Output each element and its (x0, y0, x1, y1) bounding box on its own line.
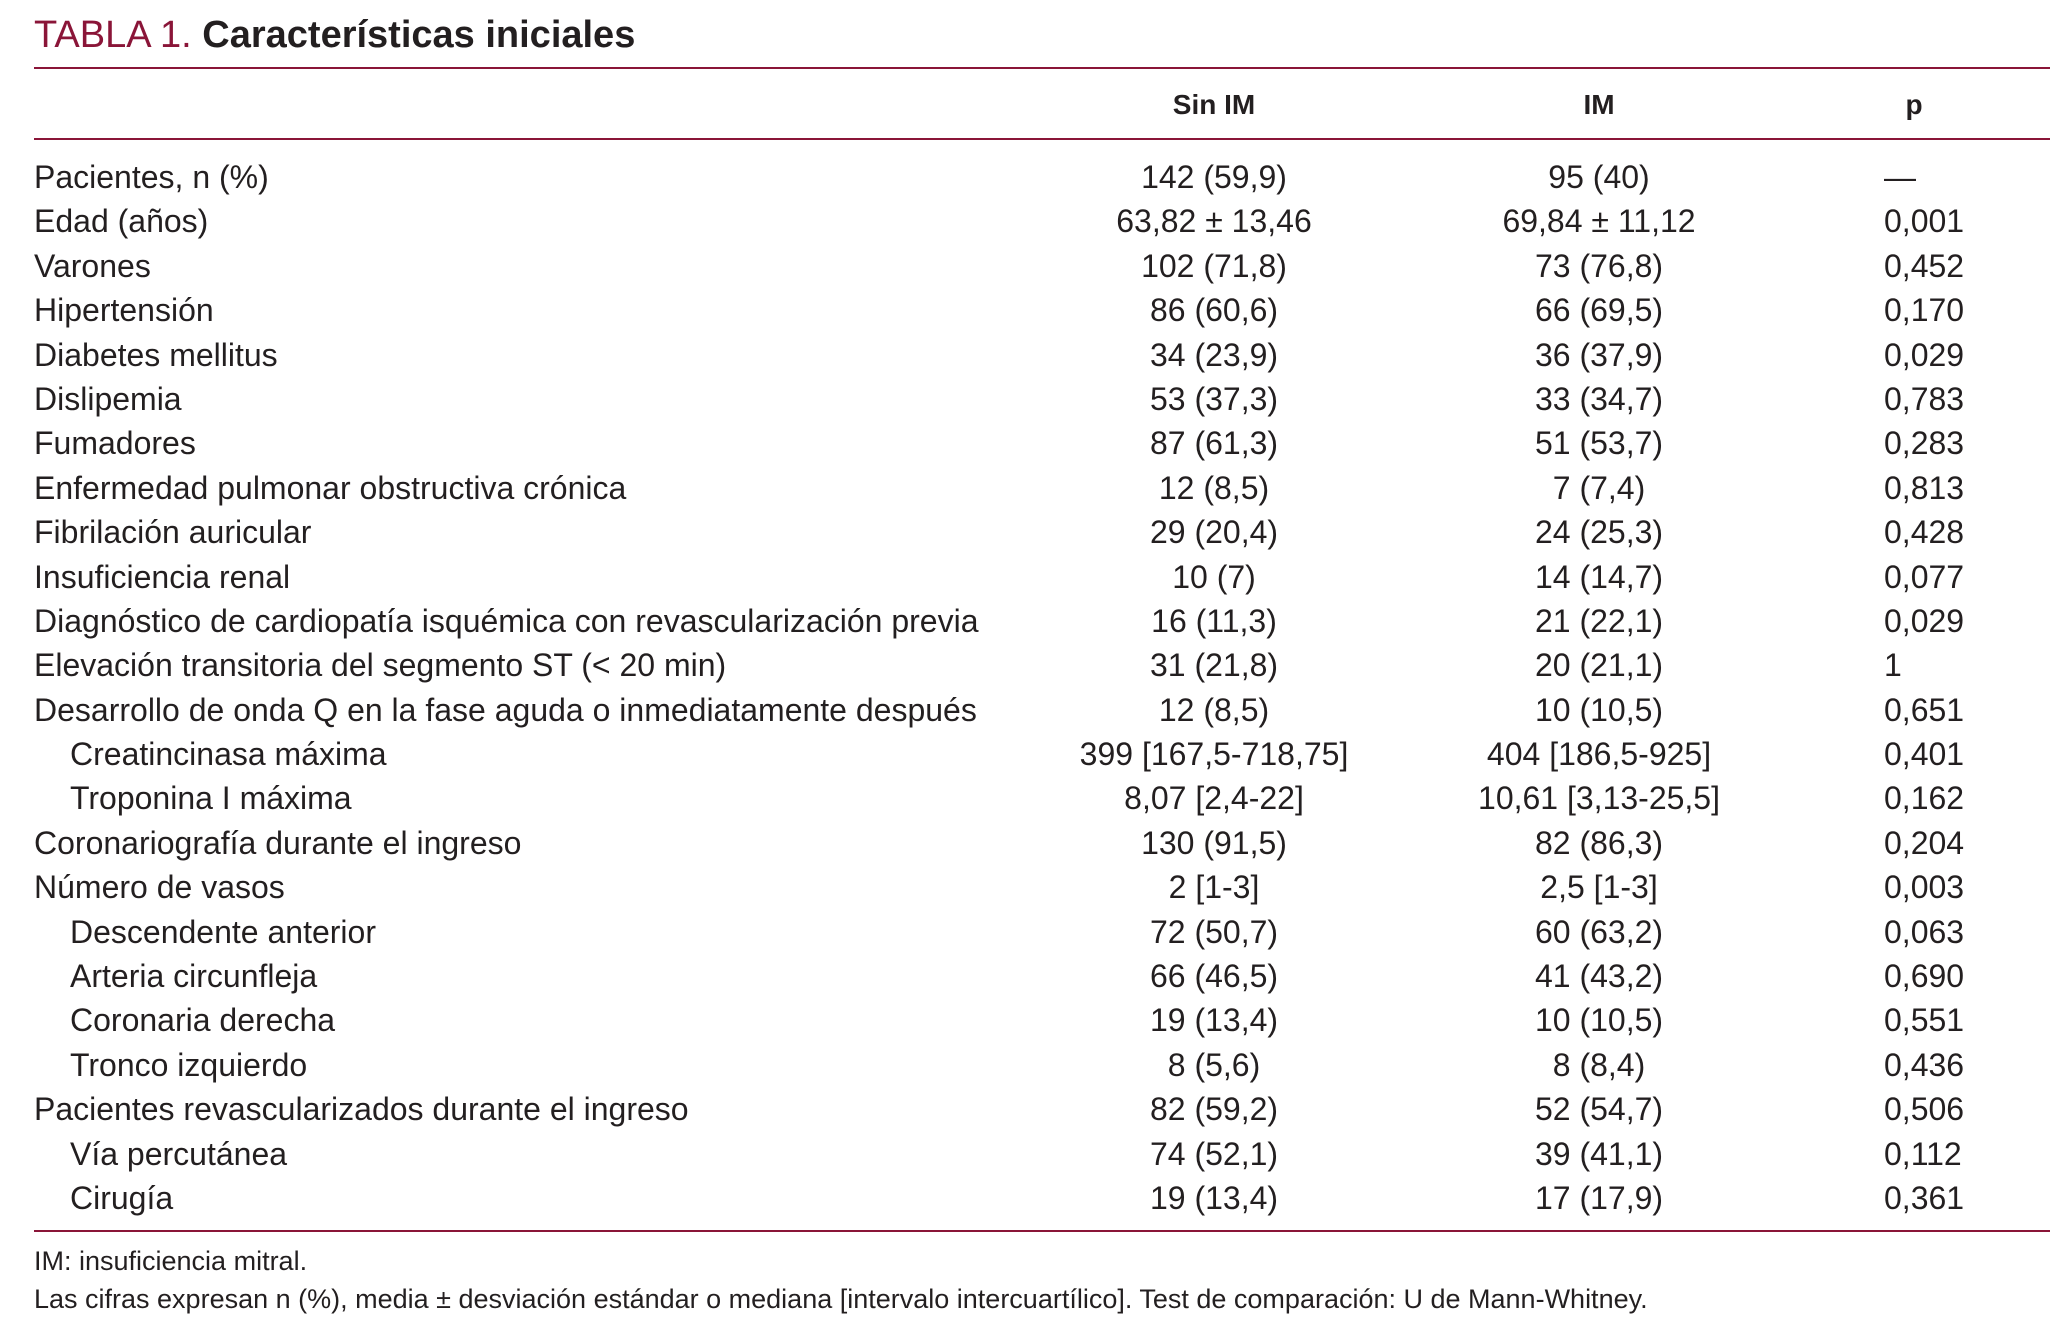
table-row (34, 910, 2050, 954)
cell-p-value: 0,428 (1884, 514, 1965, 551)
cell-sin-im: 399 [167,5-718,75] (1079, 736, 1349, 773)
table-row (34, 599, 2050, 643)
cell-p-value: 0,361 (1884, 1179, 1965, 1216)
cell-p-value: 0,651 (1884, 691, 1965, 728)
cell-im: 14 (14,7) (1534, 558, 1664, 595)
cell-im: 20 (21,1) (1534, 647, 1664, 684)
row-label: Número de vasos (34, 869, 285, 906)
top-divider (34, 67, 2050, 69)
cell-sin-im: 2 [1-3] (1168, 869, 1260, 906)
cell-im: 17 (17,9) (1534, 1179, 1664, 1216)
cell-sin-im: 102 (71,8) (1141, 247, 1287, 284)
cell-sin-im: 74 (52,1) (1149, 1135, 1279, 1172)
row-label: Desarrollo de onda Q en la fase aguda o inmediatamente después (34, 691, 977, 728)
row-label: Tronco izquierdo (70, 1046, 308, 1083)
table-row (34, 998, 2050, 1042)
cell-p-value: 0,204 (1884, 824, 1965, 861)
cell-p-value: 0,001 (1884, 203, 1965, 240)
cell-sin-im: 8,07 [2,4-22] (1124, 780, 1304, 817)
table-number-label: TABLA 1. (34, 14, 192, 56)
cell-p-value: 0,003 (1884, 869, 1965, 906)
row-label: Diagnóstico de cardiopatía isquémica con revascularización previa (34, 602, 979, 639)
row-label: Cirugía (70, 1179, 174, 1216)
column-header-p: p (1905, 89, 1923, 120)
table-title (34, 10, 635, 60)
cell-im: 60 (63,2) (1534, 913, 1664, 950)
cell-sin-im: 87 (61,3) (1149, 425, 1279, 462)
cell-im: 52 (54,7) (1534, 1091, 1664, 1128)
table-row (34, 1043, 2050, 1087)
cell-sin-im: 82 (59,2) (1149, 1091, 1279, 1128)
cell-sin-im: 72 (50,7) (1149, 913, 1279, 950)
cell-sin-im: 34 (23,9) (1149, 336, 1279, 373)
cell-p-value: 0,112 (1884, 1135, 1962, 1172)
cell-p-value: 0,783 (1884, 380, 1965, 417)
cell-sin-im: 12 (8,5) (1158, 691, 1270, 728)
table-row (34, 954, 2050, 998)
row-label: Vía percutánea (70, 1135, 288, 1172)
cell-im: 2,5 [1-3] (1540, 869, 1658, 906)
table-row (34, 333, 2050, 377)
table-row (34, 1176, 2050, 1220)
cell-p-value: 1 (1884, 647, 1902, 684)
table-title-text: Características iniciales (202, 14, 636, 56)
bottom-divider (34, 1230, 2050, 1232)
cell-p-value: 0,551 (1884, 1002, 1965, 1039)
cell-p-value: 0,690 (1884, 958, 1965, 995)
cell-p-value: 0,162 (1884, 780, 1965, 817)
table-row (34, 377, 2050, 421)
row-label: Elevación transitoria del segmento ST (< 20 min) (34, 647, 727, 684)
table-row (34, 244, 2050, 288)
row-label: Edad (años) (34, 203, 209, 240)
row-label: Fibrilación auricular (34, 514, 312, 551)
table-row (34, 776, 2050, 820)
cell-sin-im: 142 (59,9) (1141, 159, 1287, 195)
table-footnotes (34, 1242, 2050, 1318)
table-row (34, 1087, 2050, 1131)
cell-sin-im: 10 (7) (1172, 558, 1256, 595)
cell-im: 10 (10,5) (1534, 1002, 1664, 1039)
cell-p-value: 0,452 (1884, 247, 1965, 284)
cell-p-value: 0,283 (1884, 425, 1965, 462)
table-row (34, 510, 2050, 554)
cell-p-value: 0,401 (1884, 736, 1965, 773)
row-label: Hipertensión (34, 292, 214, 329)
row-label: Arteria circunfleja (70, 958, 318, 995)
cell-sin-im: 19 (13,4) (1149, 1179, 1279, 1216)
cell-im: 404 [186,5-925] (1486, 736, 1712, 773)
cell-im: 7 (7,4) (1552, 469, 1646, 506)
table-row (34, 155, 2050, 199)
column-header-sin-im: Sin IM (1172, 89, 1256, 120)
row-label: Pacientes revascularizados durante el ingreso (34, 1091, 689, 1128)
cell-im: 73 (76,8) (1534, 247, 1664, 284)
table-body (34, 155, 2050, 1220)
cell-im: 10,61 [3,13-25,5] (1478, 780, 1720, 817)
row-label: Descendente anterior (70, 913, 376, 950)
row-label: Pacientes, n (%) (34, 159, 269, 195)
cell-im: 8 (8,4) (1552, 1046, 1646, 1083)
row-label: Insuficiencia renal (34, 558, 291, 595)
table-row (34, 821, 2050, 865)
cell-sin-im: 29 (20,4) (1149, 514, 1279, 551)
cell-im: 33 (34,7) (1534, 380, 1664, 417)
cell-im: 41 (43,2) (1534, 958, 1664, 995)
row-label: Troponina I máxima (70, 780, 352, 817)
row-label: Coronaria derecha (70, 1002, 336, 1039)
cell-im: 21 (22,1) (1534, 602, 1664, 639)
cell-im: 36 (37,9) (1534, 336, 1664, 373)
cell-sin-im: 66 (46,5) (1149, 958, 1279, 995)
cell-im: 82 (86,3) (1534, 824, 1664, 861)
cell-p-value: — (1884, 159, 1916, 195)
cell-im: 51 (53,7) (1534, 425, 1664, 462)
row-label: Enfermedad pulmonar obstructiva crónica (34, 469, 627, 506)
cell-sin-im: 63,82 ± 13,46 (1116, 203, 1312, 240)
cell-p-value: 0,029 (1884, 336, 1965, 373)
row-label: Fumadores (34, 425, 196, 462)
cell-p-value: 0,029 (1884, 602, 1965, 639)
cell-sin-im: 16 (11,3) (1151, 602, 1277, 639)
cell-im: 24 (25,3) (1534, 514, 1664, 551)
table-row (34, 1132, 2050, 1176)
table-row (34, 732, 2050, 776)
cell-im: 10 (10,5) (1534, 691, 1664, 728)
cell-sin-im: 12 (8,5) (1158, 469, 1270, 506)
table-row (34, 466, 2050, 510)
cell-sin-im: 130 (91,5) (1141, 824, 1287, 861)
table-row (34, 288, 2050, 332)
header-divider (34, 138, 2050, 140)
row-label: Varones (34, 247, 151, 284)
row-label: Dislipemia (34, 380, 182, 417)
row-label: Diabetes mellitus (34, 336, 278, 373)
cell-p-value: 0,170 (1884, 292, 1965, 329)
footnote-note: Las cifras expresan n (%), media ± desviación estándar o mediana [intervalo intercuartílico]. Test de comparación: U de Mann-Whitney. (34, 1284, 1648, 1314)
row-label: Creatincinasa máxima (70, 736, 387, 773)
cell-p-value: 0,813 (1884, 469, 1965, 506)
cell-im: 66 (69,5) (1534, 292, 1664, 329)
cell-im: 39 (41,1) (1534, 1135, 1664, 1172)
cell-p-value: 0,506 (1884, 1091, 1965, 1128)
cell-sin-im: 31 (21,8) (1149, 647, 1279, 684)
table-row (34, 688, 2050, 732)
cell-im: 69,84 ± 11,12 (1502, 203, 1696, 240)
cell-p-value: 0,436 (1884, 1046, 1965, 1083)
column-header-im: IM (1583, 89, 1615, 120)
cell-sin-im: 53 (37,3) (1149, 380, 1279, 417)
row-label: Coronariografía durante el ingreso (34, 824, 522, 861)
table-row (34, 643, 2050, 687)
table-row (34, 199, 2050, 243)
cell-im: 95 (40) (1548, 159, 1650, 195)
table-row (34, 865, 2050, 909)
cell-sin-im: 86 (60,6) (1149, 292, 1279, 329)
table-row (34, 555, 2050, 599)
cell-p-value: 0,063 (1884, 913, 1965, 950)
cell-sin-im: 8 (5,6) (1167, 1046, 1261, 1083)
footnote-abbreviation: IM: insuficiencia mitral. (34, 1246, 308, 1276)
table-row (34, 421, 2050, 465)
cell-sin-im: 19 (13,4) (1149, 1002, 1279, 1039)
cell-p-value: 0,077 (1884, 558, 1965, 595)
